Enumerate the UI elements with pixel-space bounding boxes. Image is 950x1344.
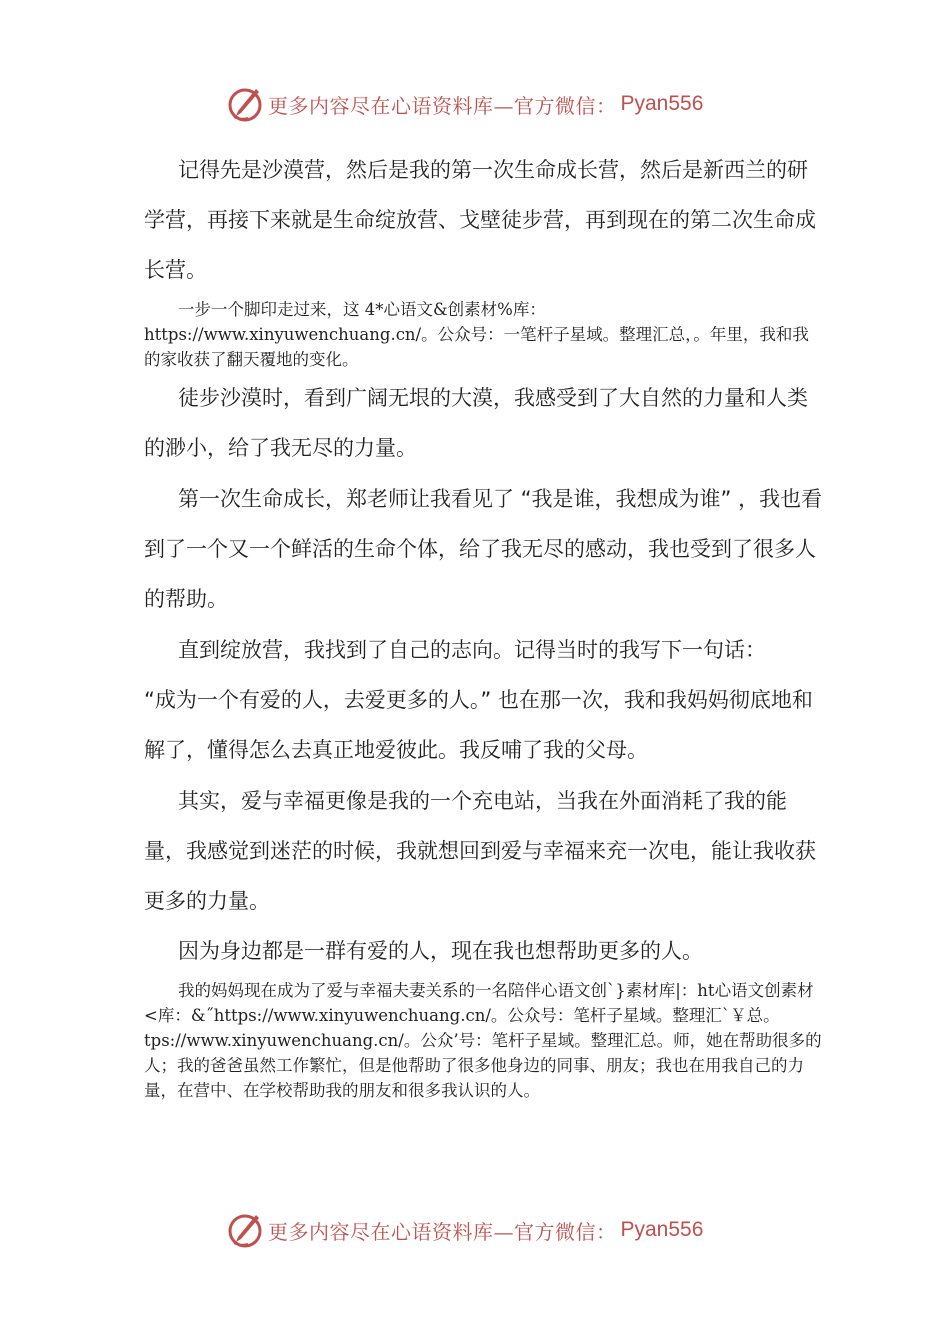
footer-banner-wechat-id: Pyan556 bbox=[620, 1218, 704, 1241]
paragraph-2: 一步一个脚印走过来，这 4*心语文&创素材%库：https://www.xinyuwenchuang.cn/。公众号：一笔杆子星域。整理汇总，。年里，我和我的家收获了翻天覆地的变化。 bbox=[144, 300, 809, 369]
footer-banner bbox=[226, 1210, 746, 1250]
quill-pen-logo-icon bbox=[226, 85, 264, 123]
paragraph-3: 徒步沙漠时，看到广阔无垠的大漠，我感受到了大自然的力量和人类的渺小，给了我无尽的力量。 bbox=[144, 386, 808, 460]
banner-wechat-id: Pyan556 bbox=[620, 92, 704, 115]
paragraph-6: 其实，爱与幸福更像是我的一个充电站，当我在外面消耗了我的能量，我感觉到迷茫的时候，我就想回到爱与幸福来充一次电，能让我收获更多的力量。 bbox=[144, 789, 816, 913]
paragraph-1: 记得先是沙漠营，然后是我的第一次生命成长营，然后是新西兰的研学营，再接下来就是生命绽放营、戈壁徒步营，再到现在的第二次生命成长营。 bbox=[144, 158, 816, 282]
paragraph-4: 第一次生命成长，郑老师让我看见了 “我是谁，我想成为谁” ，我也看到了一个又一个鲜活的生命个体，给了我无尽的感动，我也受到了很多人的帮助。 bbox=[144, 487, 823, 611]
paragraph-8: 我的妈妈现在成为了爱与幸福夫妻关系的一名陪伴心语文创`}素材库|：ht心语文创素材<库：&˝https://www.xinyuwenchuang.cn/。公众号：笔杆子星域。整理汇`￥总。tps://www.xinyuwenchuang.cn/。公众’号：笔杆子星域。整理汇总。师，她在帮助很多的人；我的爸爸虽然工作繁忙，但是他帮助了很多他身边的同事、朋友；我也在用我自己的力量，在营中、在学校帮助我的朋友和很多我认识的人。 bbox=[144, 981, 822, 1100]
paragraph-7: 因为身边都是一群有爱的人，现在我也想帮助更多的人。 bbox=[178, 939, 703, 963]
paragraph-5-line-2: “成为一个有爱的人，去爱更多的人。” 也在那一次，我和我妈妈彻底地和解了，懂得怎么去真正地爱彼此。我反哺了我的父母。 bbox=[144, 688, 813, 762]
header-banner bbox=[226, 84, 746, 124]
footer-banner-text: 更多内容尽在心语资料库—官方微信： bbox=[268, 1219, 617, 1244]
banner-text: 更多内容尽在心语资料库—官方微信： bbox=[268, 93, 617, 118]
quill-pen-logo-icon bbox=[226, 1211, 264, 1249]
paragraph-5-line-1: 直到绽放营，我找到了自己的志向。记得当时的我写下一句话： bbox=[178, 638, 766, 662]
